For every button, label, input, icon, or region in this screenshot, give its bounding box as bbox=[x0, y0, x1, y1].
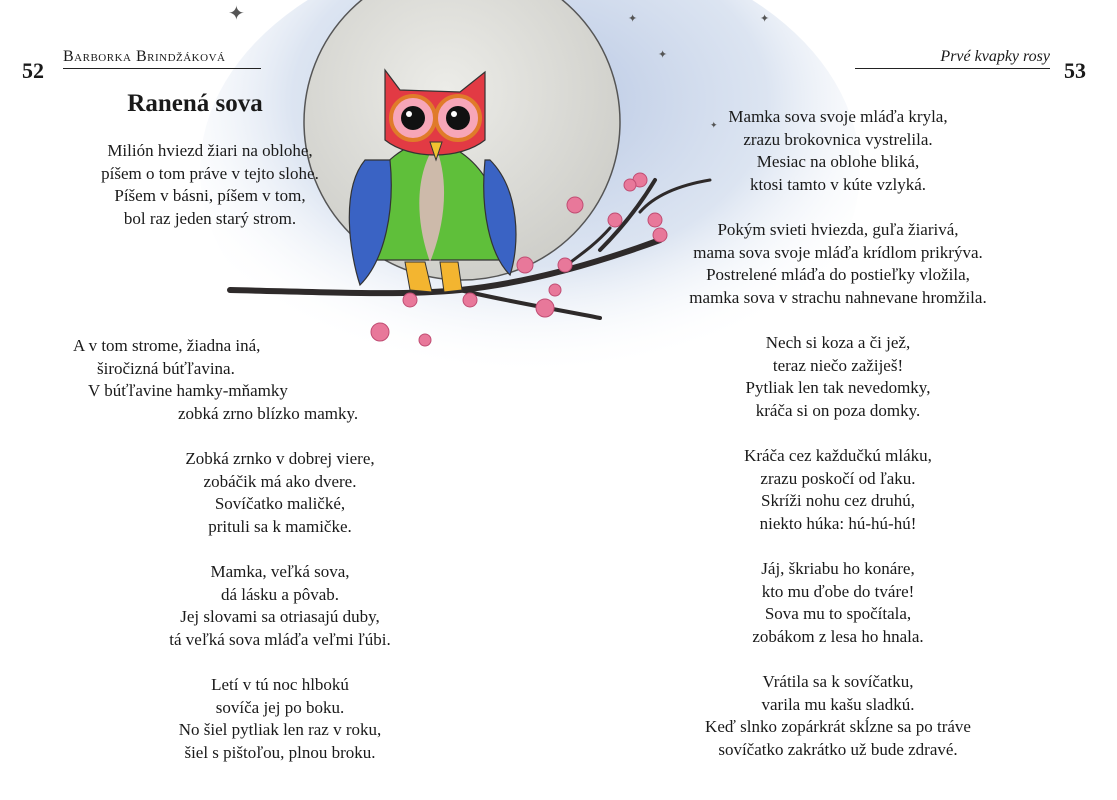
verse-line: zobákom z lesa ho hnala. bbox=[752, 626, 924, 646]
verse-line: V búťľavine hamky-mňamky bbox=[88, 381, 288, 401]
verse-line: Postrelené mláďa do postieľky vložila, bbox=[706, 265, 970, 285]
stanza bbox=[638, 671, 1038, 761]
stanza bbox=[638, 219, 1038, 309]
svg-text:✦: ✦ bbox=[710, 120, 718, 130]
verse-line: bol raz jeden starý strom. bbox=[123, 208, 297, 228]
svg-text:✦: ✦ bbox=[658, 49, 668, 61]
svg-text:✦: ✦ bbox=[628, 13, 638, 25]
verse-line: teraz niečo zažiješ! bbox=[772, 355, 904, 375]
poem-title: Ranená sova bbox=[127, 90, 263, 117]
verse-line: Jáj, škriabu ho konáre, bbox=[761, 559, 915, 578]
verse-line: Sovíčatko maličké, bbox=[214, 494, 346, 514]
verse-line: Sova mu to spočítala, bbox=[764, 604, 912, 624]
svg-text:✦: ✦ bbox=[228, 3, 245, 25]
verse-line: Keď slnko zopárkrát skĺzne sa po tráve bbox=[705, 717, 971, 737]
verse-line: píšem o tom práve v tejto slohe. bbox=[101, 163, 319, 183]
verse-line: Pokým svieti hviezda, guľa žiarivá, bbox=[717, 220, 959, 239]
verse-line: Milión hviezd žiari na oblohe, bbox=[107, 141, 313, 160]
stanza bbox=[130, 561, 430, 651]
verse-line: Mamka, veľká sova, bbox=[210, 562, 350, 581]
svg-text:✦: ✦ bbox=[760, 13, 770, 25]
verse-line: prituli sa k mamičke. bbox=[208, 516, 352, 536]
stanza bbox=[55, 140, 365, 230]
verse-line: zrazu poskočí od ľaku. bbox=[760, 468, 916, 488]
page-number-right: 53 bbox=[1064, 58, 1086, 83]
verse-line: varila mu kašu sladkú. bbox=[761, 694, 915, 714]
stanza bbox=[130, 674, 430, 764]
verse-line: mamka sova v strachu nahnevane hromžila. bbox=[689, 287, 987, 307]
verse-line: zobáčik má ako dvere. bbox=[203, 471, 357, 491]
verse-line: tá veľká sova mláďa veľmi ľúbi. bbox=[169, 629, 391, 649]
verse-line: Mamka sova svoje mláďa kryla, bbox=[728, 107, 948, 126]
verse-line: sovíčatko zakrátko už bude zdravé. bbox=[718, 739, 958, 759]
running-head-author: Barborka Brindžáková bbox=[63, 48, 261, 69]
running-head-book-title: Prvé kvapky rosy bbox=[855, 48, 1050, 69]
verse-line: mama sova svoje mláďa krídlom prikrýva. bbox=[693, 242, 983, 262]
verse-line: Vrátila sa k sovíčatku, bbox=[762, 672, 914, 691]
verse-line: zrazu brokovnica vystrelila. bbox=[743, 129, 933, 149]
verse-line: kto mu ďobe do tváre! bbox=[761, 581, 915, 601]
verse-line: Letí v tú noc hlbokú bbox=[211, 675, 349, 694]
verse-line: kráča si on poza domky. bbox=[755, 400, 921, 420]
verse-line: dá lásku a pôvab. bbox=[220, 584, 340, 604]
verse-line: šiel s pištoľou, plnou broku. bbox=[184, 742, 376, 762]
stanza bbox=[638, 106, 1038, 196]
verse-line: širočizná búťľavina. bbox=[97, 358, 235, 378]
verse-line: zobká zrno blízko mamky. bbox=[178, 403, 359, 423]
stanza bbox=[638, 558, 1038, 648]
verse-line: niekto húka: hú-hú-hú! bbox=[759, 513, 917, 533]
verse-line: Jej slovami sa otriasajú duby, bbox=[180, 607, 380, 627]
verse-line: A v tom strome, žiadna iná, bbox=[73, 336, 261, 355]
verse-line: Skríži nohu cez druhú, bbox=[761, 491, 915, 511]
stanza bbox=[130, 448, 430, 538]
stanza bbox=[55, 335, 359, 425]
verse-line: Mesiac na oblohe bliká, bbox=[756, 152, 920, 172]
verse-line: No šiel pytliak len raz v roku, bbox=[178, 720, 382, 740]
verse-line: Zobká zrnko v dobrej viere, bbox=[185, 449, 375, 468]
verse-line: Nech si koza a či jež, bbox=[765, 333, 911, 352]
verse-line: ktosi tamto v kúte vzlyká. bbox=[749, 174, 927, 194]
page-number-left: 52 bbox=[22, 58, 44, 83]
verse-line: Kráča cez každučkú mláku, bbox=[744, 446, 932, 465]
stanza bbox=[638, 445, 1038, 535]
verse-line: sovíča jej po boku. bbox=[215, 697, 345, 717]
verse-line: Píšem v básni, píšem v tom, bbox=[114, 186, 306, 206]
verse-line: Pytliak len tak nevedomky, bbox=[745, 378, 931, 398]
stanza bbox=[638, 332, 1038, 422]
